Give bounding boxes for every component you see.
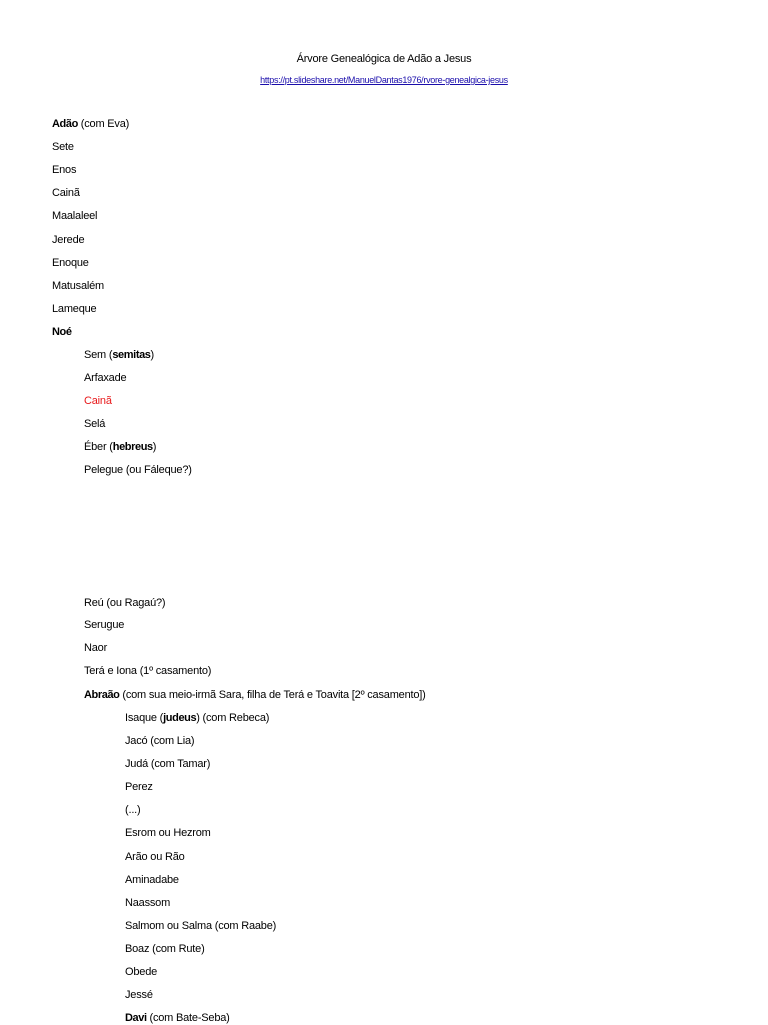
entry-ellipsis: (...) bbox=[125, 804, 141, 816]
entry-abraao bbox=[84, 689, 426, 702]
entry-bold: Abraão bbox=[84, 689, 120, 701]
entry-text: (com Eva) bbox=[77, 118, 130, 130]
entry-text: (com sua meio-irmã Sara, filha de Terá e Toavita [2º casamento]) bbox=[119, 689, 426, 701]
entry-matusalem: Matusalém bbox=[52, 280, 104, 292]
entry-pelegue: Pelegue (ou Fáleque?) bbox=[84, 464, 192, 476]
entry-obede: Obede bbox=[125, 966, 158, 978]
entry-esrom: Esrom ou Hezrom bbox=[125, 827, 211, 839]
entry-aminadabe: Aminadabe bbox=[125, 874, 179, 886]
entry-arfaxade: Arfaxade bbox=[84, 372, 127, 384]
entry-naassom: Naassom bbox=[125, 897, 171, 909]
entry-post: ) (com Rebeca) bbox=[196, 712, 270, 724]
entry-jerede: Jerede bbox=[52, 234, 85, 246]
document-title: Árvore Genealógica de Adão a Jesus bbox=[296, 53, 472, 65]
entry-bold: judeus bbox=[163, 712, 197, 724]
entry-serugue: Serugue bbox=[84, 619, 125, 631]
entry-jesse: Jessé bbox=[125, 989, 153, 1001]
entry-bold: Adão bbox=[52, 118, 78, 130]
entry-maalaleel: Maalaleel bbox=[52, 210, 98, 222]
entry-isaque bbox=[125, 712, 269, 725]
entry-jaco: Jacó (com Lia) bbox=[125, 735, 195, 747]
entry-perez: Perez bbox=[125, 781, 153, 793]
entry-sela: Selá bbox=[84, 418, 106, 430]
entry-sete: Sete bbox=[52, 141, 74, 153]
entry-pre: Éber ( bbox=[84, 441, 113, 453]
entry-bold: Davi bbox=[125, 1012, 147, 1024]
entry-caina: Cainã bbox=[52, 187, 80, 199]
entry-bold: hebreus bbox=[112, 441, 153, 453]
entry-enoque: Enoque bbox=[52, 257, 89, 269]
entry-post: ) bbox=[150, 349, 154, 361]
entry-bold: semitas bbox=[112, 349, 151, 361]
entry-davi bbox=[125, 1012, 230, 1025]
entry-boaz: Boaz (com Rute) bbox=[125, 943, 205, 955]
entry-enos: Enos bbox=[52, 164, 77, 176]
entry-reu: Reú (ou Ragaú?) bbox=[84, 597, 166, 609]
entry-post: ) bbox=[152, 441, 157, 453]
entry-adao bbox=[52, 118, 129, 131]
entry-pre: Sem ( bbox=[84, 349, 113, 361]
source-link[interactable]: https://pt.slideshare.net/ManuelDantas1976/rvore-genealgica-jesus bbox=[260, 75, 508, 85]
entry-eber bbox=[84, 441, 156, 454]
entry-arao: Arão ou Rão bbox=[125, 851, 185, 863]
entry-salmom: Salmom ou Salma (com Raabe) bbox=[125, 920, 277, 932]
entry-pre: Isaque ( bbox=[125, 712, 164, 724]
entry-lameque: Lameque bbox=[52, 303, 97, 315]
entry-text: (com Bate-Seba) bbox=[146, 1012, 230, 1024]
entry-juda: Judá (com Tamar) bbox=[125, 758, 211, 770]
entry-noe: Noé bbox=[52, 326, 72, 338]
entry-caina-highlight: Cainã bbox=[84, 395, 112, 407]
entry-tera: Terá e Iona (1º casamento) bbox=[84, 665, 212, 677]
entry-sem bbox=[84, 349, 154, 362]
entry-naor: Naor bbox=[84, 642, 108, 654]
